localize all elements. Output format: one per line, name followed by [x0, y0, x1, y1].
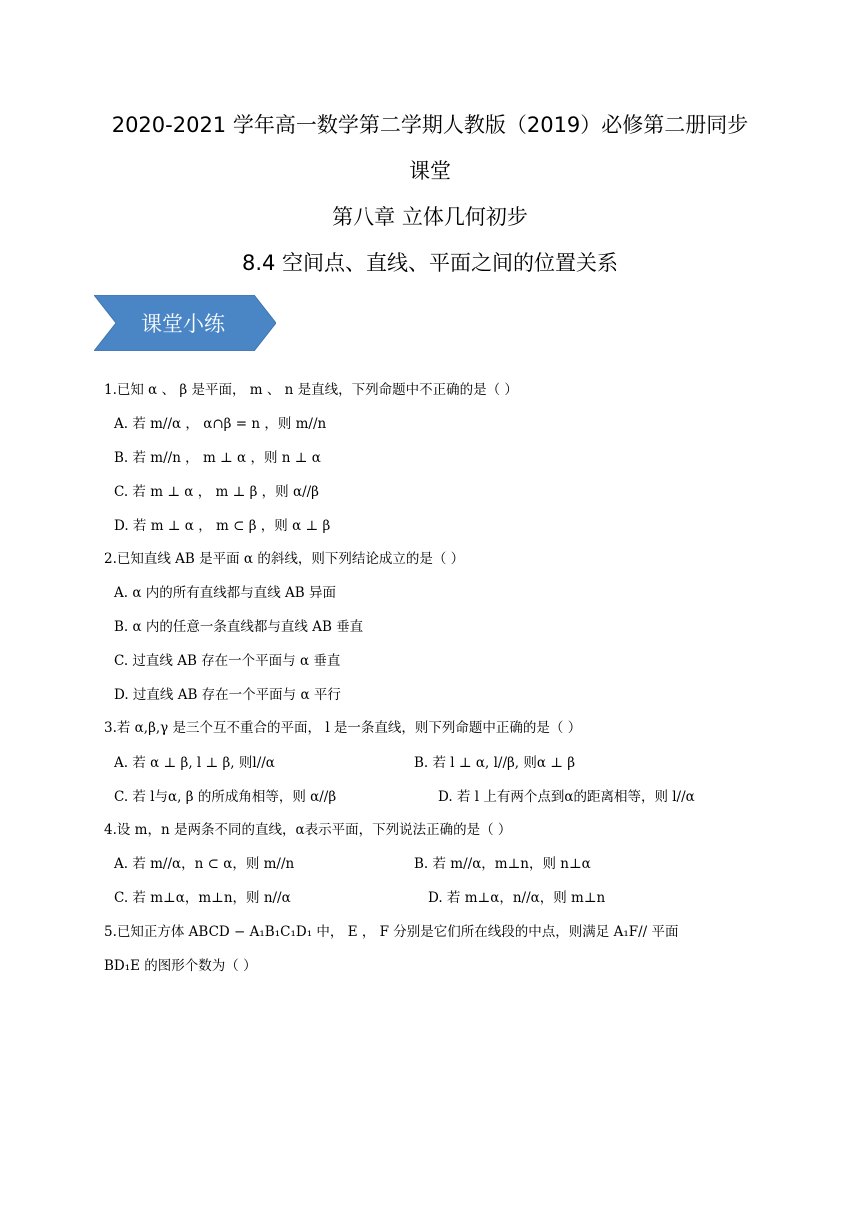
question-2-option-d: D. 过直线 AB 存在一个平面与 α 平行 — [114, 687, 341, 703]
question-1-option-c: C. 若 m ⊥ α ， m ⊥ β ，则 α//β — [114, 484, 319, 500]
question-1-option-d: D. 若 m ⊥ α ， m ⊂ β ，则 α ⊥ β — [114, 518, 331, 534]
question-2-option-b: B. α 内的任意一条直线都与直线 AB 垂直 — [114, 619, 364, 635]
question-3-stem: 3.若 α,β,γ 是三个互不重合的平面， l 是一条直线，则下列命题中正确的是（ ） — [104, 720, 582, 736]
question-5-stem: 5.已知正方体 ABCD − A₁B₁C₁D₁ 中， E ， F 分别是它们所在线段的中点，则满足 A₁F// 平面 — [104, 924, 679, 940]
question-3-option-b: B. 若 l ⊥ α, l//β, 则α ⊥ β — [414, 755, 576, 771]
question-4-option-c: C. 若 m⊥α，m⊥n，则 n//α — [114, 890, 291, 906]
question-2-option-c: C. 过直线 AB 存在一个平面与 α 垂直 — [114, 653, 341, 669]
question-5-stem-continued: BD₁E 的图形个数为（ ） — [104, 958, 257, 974]
section-banner — [94, 295, 276, 351]
question-1-option-b: B. 若 m//n ， m ⊥ α ，则 n ⊥ α — [114, 450, 321, 466]
question-2-option-a: A. α 内的所有直线都与直线 AB 异面 — [114, 585, 336, 601]
question-3-option-c: C. 若 l与α, β 的所成角相等，则 α//β — [114, 789, 337, 805]
question-4-option-d: D. 若 m⊥α，n//α，则 m⊥n — [428, 890, 606, 906]
question-3-option-d: D. 若 l 上有两个点到α的距离相等，则 l//α — [438, 789, 695, 805]
banner-label: 课堂小练 — [141, 312, 225, 336]
chapter-title: 第八章 立体几何初步 — [332, 205, 528, 229]
section-title: 8.4 空间点、直线、平面之间的位置关系 — [241, 251, 619, 275]
question-3-option-a: A. 若 α ⊥ β, l ⊥ β, 则l//α — [114, 755, 275, 771]
document-title: 2020-2021 学年高一数学第二学期人教版（2019）必修第二册同步 — [111, 113, 749, 137]
question-4-option-b: B. 若 m//α，m⊥n，则 n⊥α — [414, 856, 591, 872]
question-1-stem: 1.已知 α 、 β 是平面， m 、 n 是直线，下列命题中不正确的是（ ） — [104, 382, 518, 398]
question-1-option-a: A. 若 m//α ， α∩β = n ，则 m//n — [114, 416, 327, 432]
question-4-stem: 4.设 m，n 是两条不同的直线，α表示平面，下列说法正确的是（ ） — [104, 822, 512, 838]
question-2-stem: 2.已知直线 AB 是平面 α 的斜线，则下列结论成立的是（ ） — [104, 551, 465, 567]
document-title-continued: 课堂 — [409, 159, 451, 183]
question-4-option-a: A. 若 m//α，n ⊂ α，则 m//n — [114, 856, 295, 872]
